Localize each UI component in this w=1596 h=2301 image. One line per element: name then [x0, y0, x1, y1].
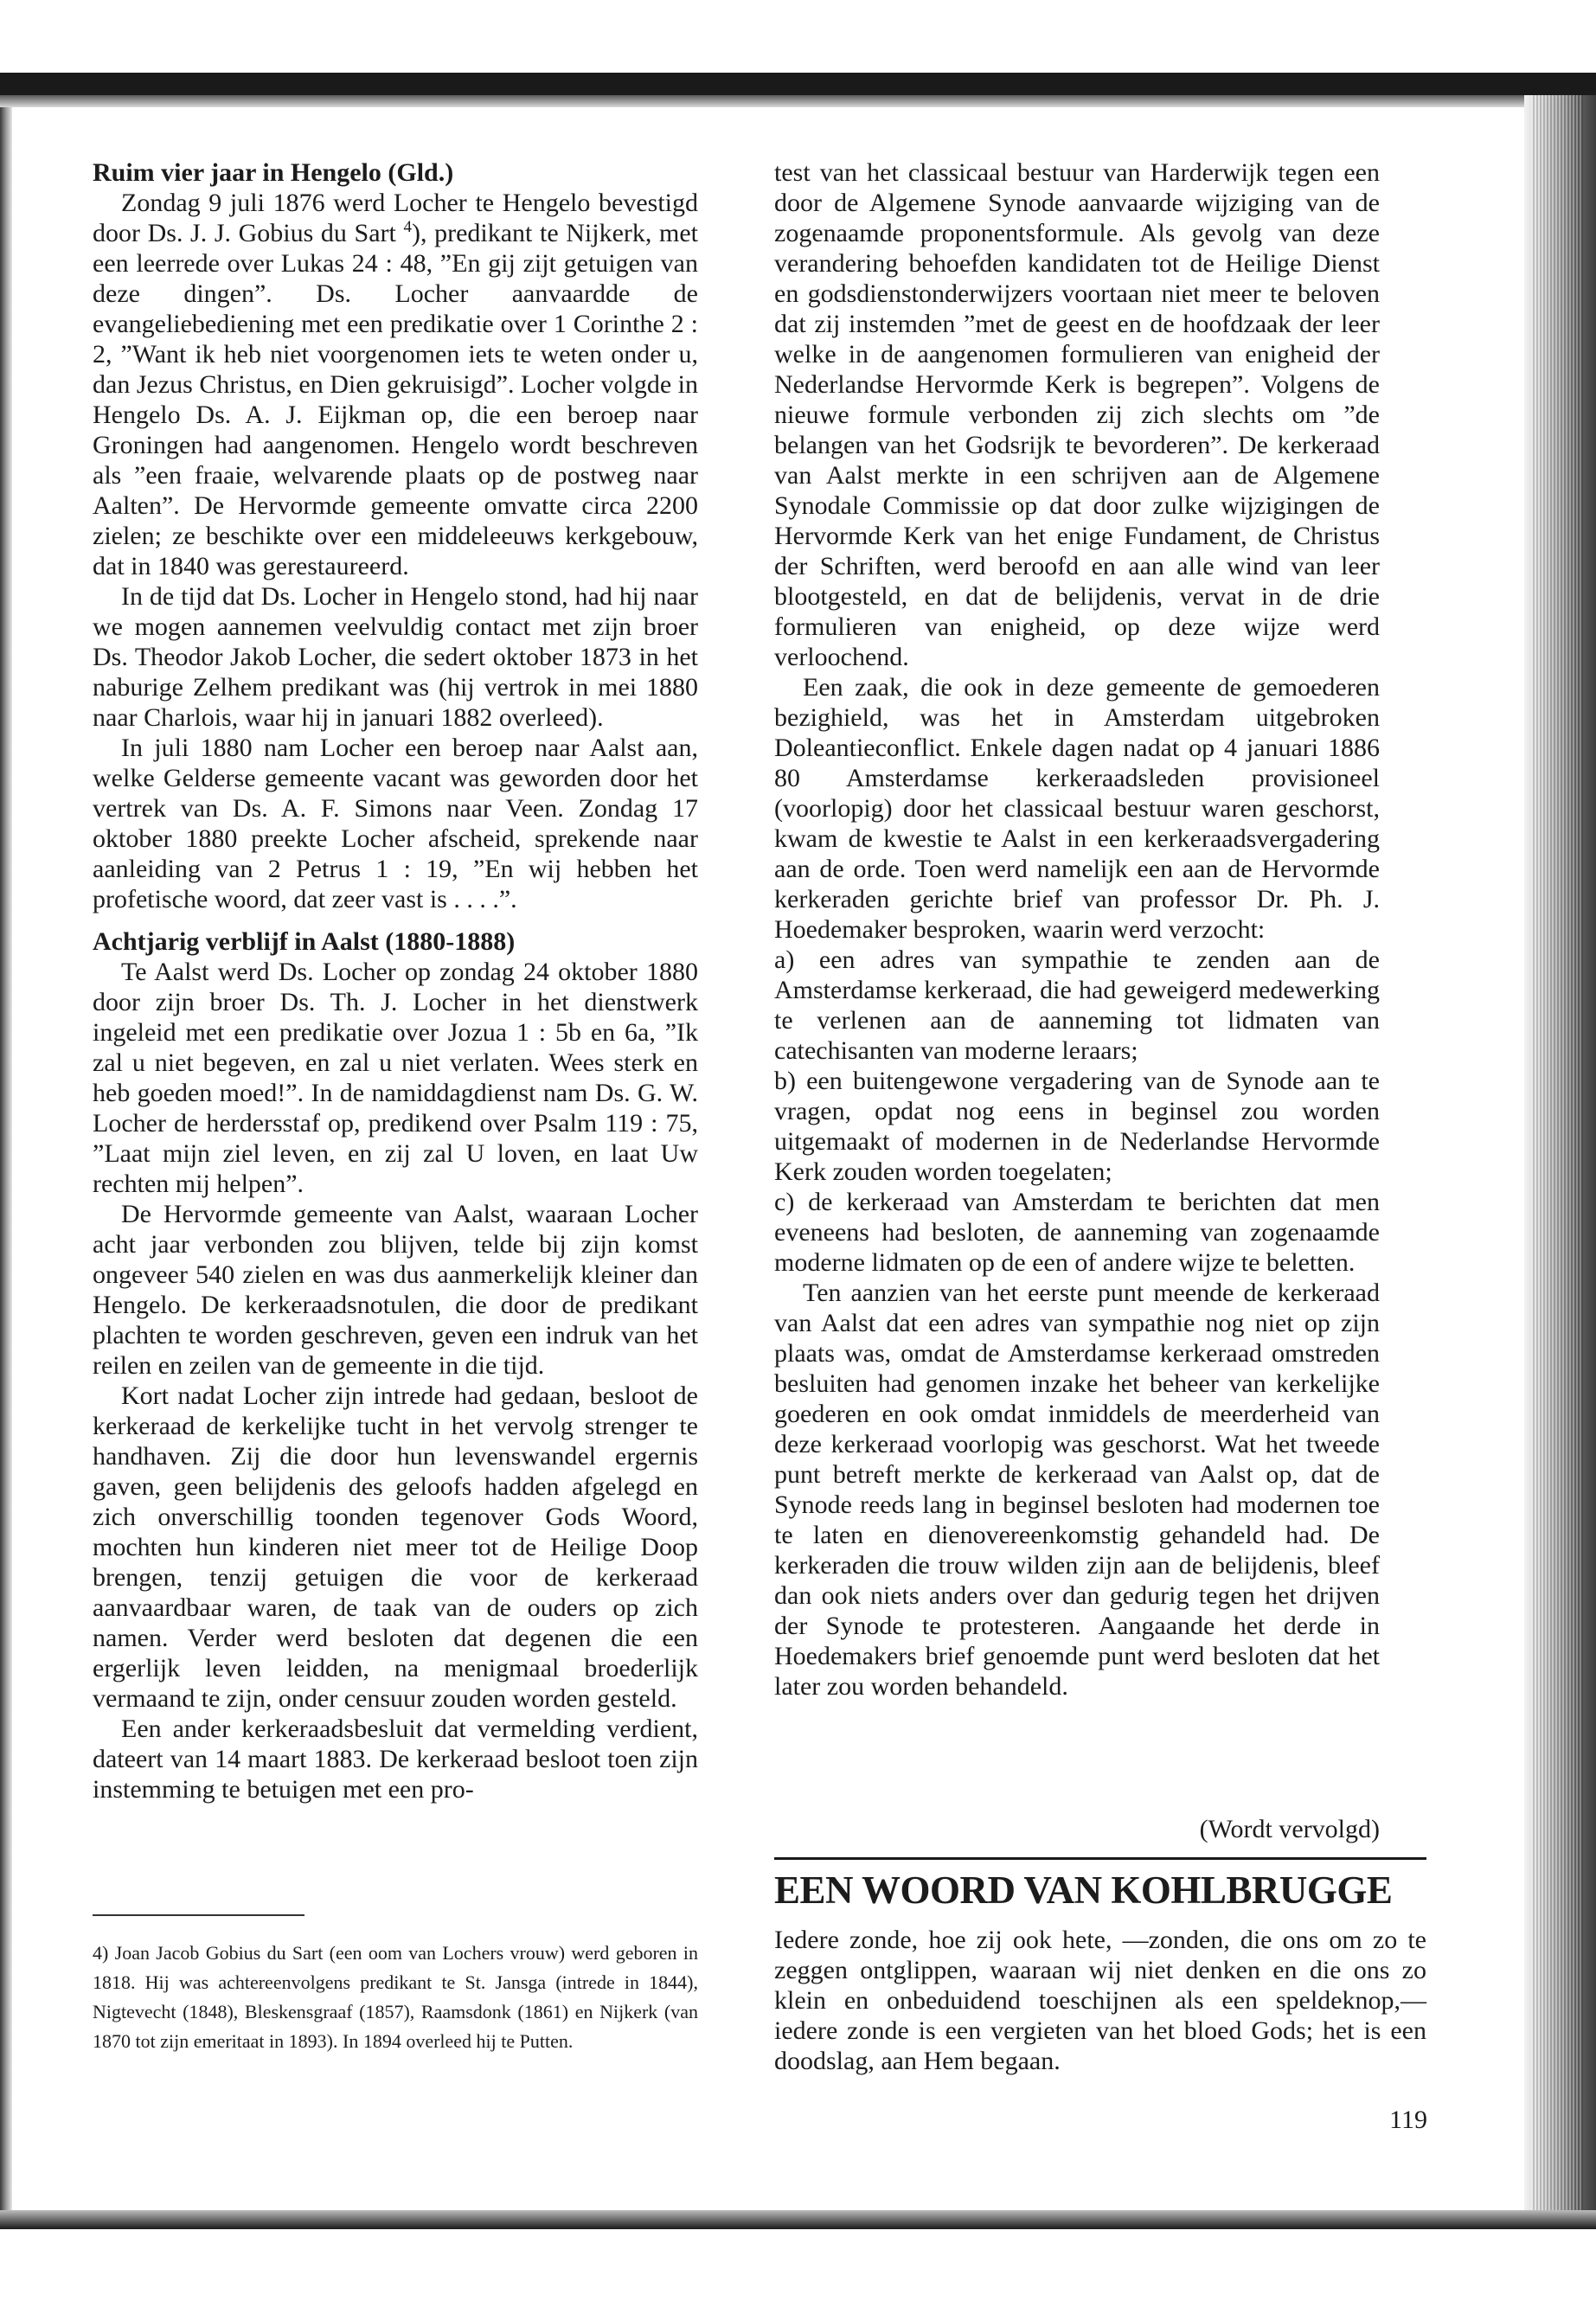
heading-aalst: Achtjarig verblijf in Aalst (1880-1888): [93, 927, 516, 956]
quote-text: Iedere zonde, hoe zij ook hete, —zonden, die ons om zo te zeggen ontglippen, waaraan wij niet denken en die ons zo klein en onbeduidend toeschijnen als een speldeknop,— iedere zonde is een vergieten van het bloed Gods; het is een doodslag, aan Hem begaan.: [774, 1926, 1426, 2075]
paragraph: Een ander kerkeraadsbesluit dat vermelding verdient, dateert van 14 maart 1883. De kerkeraad besloot toen zijn instemming te betuigen met een pro-: [93, 1715, 698, 1804]
scan-top-edge: [0, 73, 1596, 95]
footnote-rule: [93, 1914, 304, 1916]
scan-top-shadow: [0, 95, 1596, 107]
paragraph: Een zaak, die ook in deze gemeente de gemoederen bezighield, was het in Amsterdam uitgebroken Doleantieconflict. Enkele dagen nadat op 4 januari 1886 80 Amsterdamse kerkeraadsleden provisioneel (voorlopig) door het classicaal bestuur waren geschorst, kwam de kwestie te Aalst in een kerkeraadsvergadering aan de orde. Toen werd namelijk een aan de Hervormde kerkeraden gerichte brief van professor Dr. Ph. J. Hoedemaker besproken, waarin werd verzocht:: [774, 673, 1380, 944]
paragraph: In juli 1880 nam Locher een beroep naar Aalst aan, welke Gelderse gemeente vacant was geworden door het vertrek van Ds. A. F. Simons naar Veen. Zondag 17 oktober 1880 preekte Locher afscheid, sprekende naar aanleiding van 2 Petrus 1 : 19, ”En wij hebben het profetische woord, dat zeer vast is . . . .”.: [93, 734, 698, 913]
scan-left-edge: [0, 73, 12, 2227]
paragraph: test van het classicaal bestuur van Harderwijk tegen een door de Algemene Synode aanvaarde wijziging van de zogenaamde proponentsformule. Als gevolg van deze verandering behoefden kandidaten tot de Heilige Dienst en godsdienstonderwijzers voortaan niet meer te beloven dat zij instemden ”met de geest en de hoofdzaak der leer welke in de aangenomen formulieren van enigheid der Nederlandse Hervormde Kerk is begrepen”. Volgens de nieuwe formule verbonden zij zich slechts om ”de belangen van het Godsrijk te bevorderen”. De kerkeraad van Aalst merkte in een schrijven aan de Algemene Synodale Commissie op dat door zulke wijzigingen de Hervormde Kerk van het enige Fundament, de Christus der Schriften, werd beroofd en aan alle wind van leer blootgesteld, en dat de belijdenis, vervat in de drie formulieren van enigheid, op deze wijze werd verloochend.: [774, 158, 1380, 671]
paragraph: Zondag 9 juli 1876 werd Locher te Hengelo bevestigd door Ds. J. J. Gobius du Sart $^4$), predikant te Nijkerk, met een leerrede over Lukas 24 : 48, ”En gij zijt getuigen van deze dingen”. Ds. Locher aanvaardde de evangeliebediening met een predikatie over 1 Corinthe 2 : 2, ”Want ik heb niet voorgenomen iets te weten onder u, dan Jezus Christus, en Dien gekruisigd”. Locher volgde in Hengelo Ds. A. J. Eijkman op, die een beroep naar Groningen had aangenomen. Hengelo wordt beschreven als ”een fraaie, welvarende plaats op de postweg naar Aalten”. De Hervormde gemeente omvatte circa 2200 zielen; ze beschikte over een middeleeuws kerkgebouw, dat in 1840 was gerestaureerd.: [93, 189, 698, 580]
scan-bottom-edge: [0, 2210, 1596, 2229]
paragraph: Kort nadat Locher zijn intrede had gedaan, besloot de kerkeraad de kerkelijke tucht in het vervolg strenger te handhaven. Zij die door hun levenswandel ergernis gaven, geen belijdenis des geloofs hadden afgelegd en zich onverschillig toonden tegenover Gods Woord, mochten hun kinderen niet meer tot de Heilige Doop brengen, tenzij getuigen die voor de kerkeraad aanvaardbaar waren, de taak van de ouders op zich namen. Verder werd besloten dat degenen die een ergerlijk leven leidden, na menigmaal broederlijk vermaand te zijn, onder censuur zouden worden gesteld.: [93, 1381, 698, 1713]
page-stack-lines: [1531, 95, 1583, 2223]
section-body: [774, 1925, 1426, 2076]
heading-hengelo: Ruim vier jaar in Hengelo (Gld.): [93, 158, 454, 187]
footnote-ref: 4: [403, 218, 412, 236]
right-column: [774, 157, 1380, 1702]
section-title: EEN WOORD VAN KOHLBRUGGE: [774, 1868, 1393, 1912]
list-item: c) de kerkeraad van Amsterdam te berichten dat men eveneens had besloten, de aanneming van zogenaamde moderne lidmaten op de een of andere wijze te beletten.: [774, 1188, 1380, 1277]
paragraph: In de tijd dat Ds. Locher in Hengelo stond, had hij naar we mogen aannemen veelvuldig contact met zijn broer Ds. Theodor Jakob Locher, die sedert oktober 1873 in het naburige Zelhem predikant was (hij vertrok in mei 1880 naar Charlois, waar hij in januari 1882 overleed).: [93, 582, 698, 732]
paragraph: Te Aalst werd Ds. Locher op zondag 24 oktober 1880 door zijn broer Ds. Th. J. Locher in het dienstwerk ingeleid met een predikatie over Jozua 1 : 5b en 6a, ”Ik zal u niet begeven, en zal u niet verlaten. Wees sterk en heb goeden moed!”. In de namiddagdienst nam Ds. G. W. Locher de herdersstaf op, predikend over Psalm 119 : 75, ”Laat mijn ziel leven, en zij zal U loven, en laat Uw rechten mij helpen”.: [93, 958, 698, 1198]
continued-note: (Wordt vervolgd): [1199, 1815, 1380, 1843]
footnote-text: 4) Joan Jacob Gobius du Sart (een oom van Lochers vrouw) werd geboren in 1818. Hij was achtereenvolgens predikant te St. Jansga (intrede in 1844), Nigtevecht (1848), Bleskensgraaf (1857), Raamsdonk (1861) en Nijkerk (van 1870 tot zijn emeritaat in 1893). In 1894 overleed hij te Putten.: [93, 1942, 698, 2052]
list-item: b) een buitengewone vergadering van de Synode aan te vragen, opdat nog eens in beginsel zou worden uitgemaakt of modernen in de Nederlandse Hervormde Kerk zouden worden toegelaten;: [774, 1067, 1380, 1186]
footnote: [93, 1939, 698, 2056]
paragraph: De Hervormde gemeente van Aalst, waaraan Locher acht jaar verbonden zou blijven, telde bij zijn komst ongeveer 540 zielen en was dus aanmerkelijk kleiner dan Hengelo. De kerkeraadsnotulen, die door de predikant plachten te worden geschreven, geven een indruk van het reilen en zeilen van de gemeente in die tijd.: [93, 1200, 698, 1380]
paragraph: Ten aanzien van het eerste punt meende de kerkeraad van Aalst dat een adres van sympathie nog niet op zijn plaats was, omdat de Amsterdamse kerkeraad omstreden besluiten had genomen inzake het beheer van kerkelijke goederen en ook omdat inmiddels de meerderheid van deze kerkeraad voorlopig was geschorst. Wat het tweede punt betreft merkte de kerkeraad van Aalst op, dat de Synode reeds lang in beginsel besloten had modernen toe te laten en dienovereenkomstig gehandeld had. De kerkeraden die trouw wilden zijn aan de belijdenis, bleef dan ook niets anders over dan gedurig tegen het drijven der Synode te protesteren. Aangaande het derde in Hoedemakers brief genoemde punt werd besloten dat het later zou worden behandeld.: [774, 1279, 1380, 1701]
left-column: [93, 157, 698, 1804]
page-number: 119: [1389, 2106, 1427, 2134]
section-rule: [774, 1857, 1426, 1860]
list-item: a) een adres van sympathie te zenden aan de Amsterdamse kerkeraad, die had geweigerd medewerking te verlenen aan de aanneming tot lidmaten van catechisanten van moderne leraars;: [774, 945, 1380, 1065]
